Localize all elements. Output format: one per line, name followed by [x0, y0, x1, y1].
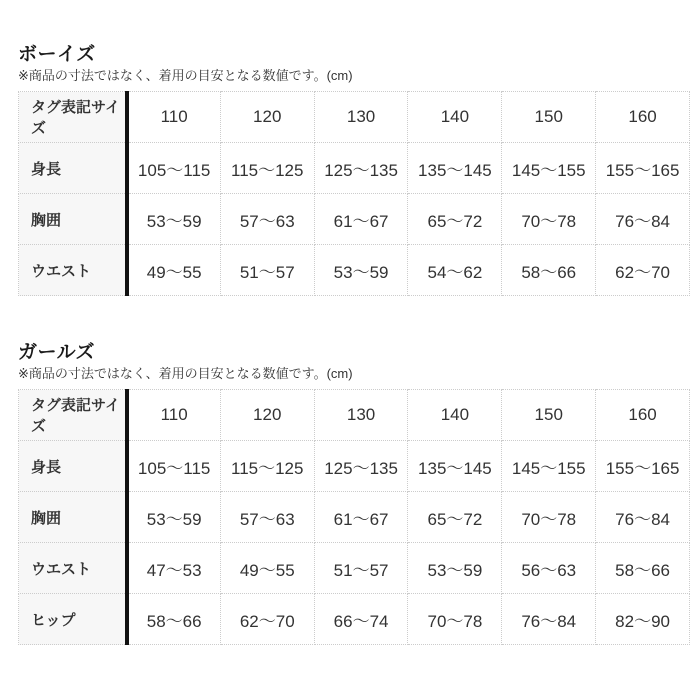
size-value-cell: 155～165 [596, 441, 690, 492]
size-value-cell: 110 [127, 92, 221, 143]
row-header-cell: ウエスト [19, 245, 127, 296]
girls-section-note: ※商品の寸法ではなく、着用の目安となる数値です。(cm) [18, 366, 353, 381]
size-value-cell: 115～125 [220, 143, 314, 194]
size-value-cell: 70～78 [408, 594, 502, 645]
size-value-cell: 140 [408, 390, 502, 441]
size-value-cell: 61～67 [314, 194, 408, 245]
table-row [19, 390, 690, 441]
table-row [19, 194, 690, 245]
size-value-cell: 82～90 [596, 594, 690, 645]
size-value-cell: 65～72 [408, 194, 502, 245]
size-value-cell: 57～63 [220, 492, 314, 543]
row-header-cell: 身長 [19, 441, 127, 492]
row-header-cell: ウエスト [19, 543, 127, 594]
table-row [19, 492, 690, 543]
size-value-cell: 125～135 [314, 143, 408, 194]
size-value-cell: 51～57 [314, 543, 408, 594]
size-value-cell: 150 [502, 92, 596, 143]
size-value-cell: 58～66 [127, 594, 221, 645]
girls-section-title: ガールズ [18, 342, 96, 363]
size-value-cell: 160 [596, 390, 690, 441]
size-value-cell: 53～59 [127, 492, 221, 543]
size-value-cell: 110 [127, 390, 221, 441]
size-value-cell: 65～72 [408, 492, 502, 543]
size-value-cell: 145～155 [502, 143, 596, 194]
table-row [19, 245, 690, 296]
size-value-cell: 51～57 [220, 245, 314, 296]
size-value-cell: 160 [596, 92, 690, 143]
size-value-cell: 115～125 [220, 441, 314, 492]
size-value-cell: 61～67 [314, 492, 408, 543]
size-value-cell: 130 [314, 390, 408, 441]
size-value-cell: 76～84 [596, 194, 690, 245]
size-value-cell: 135～145 [408, 143, 502, 194]
size-value-cell: 140 [408, 92, 502, 143]
size-value-cell: 57～63 [220, 194, 314, 245]
size-value-cell: 49～55 [127, 245, 221, 296]
row-header-cell: 胸囲 [19, 194, 127, 245]
size-value-cell: 58～66 [596, 543, 690, 594]
size-value-cell: 70～78 [502, 492, 596, 543]
boys-section-title: ボーイズ [18, 44, 96, 65]
size-value-cell: 62～70 [220, 594, 314, 645]
boys-size-section [18, 44, 690, 296]
size-value-cell: 105～115 [127, 441, 221, 492]
size-value-cell: 145～155 [502, 441, 596, 492]
size-value-cell: 70～78 [502, 194, 596, 245]
size-value-cell: 125～135 [314, 441, 408, 492]
girls-size-table [18, 389, 690, 645]
size-value-cell: 53～59 [127, 194, 221, 245]
boys-section-note: ※商品の寸法ではなく、着用の目安となる数値です。(cm) [18, 68, 353, 83]
row-header-cell: 身長 [19, 143, 127, 194]
size-value-cell: 155～165 [596, 143, 690, 194]
row-header-cell: 胸囲 [19, 492, 127, 543]
size-value-cell: 49～55 [220, 543, 314, 594]
size-value-cell: 66～74 [314, 594, 408, 645]
table-row [19, 143, 690, 194]
size-value-cell: 54～62 [408, 245, 502, 296]
row-header-cell: タグ表記サイズ [19, 92, 127, 143]
table-row [19, 543, 690, 594]
girls-size-section [18, 342, 690, 645]
size-value-cell: 120 [220, 92, 314, 143]
size-value-cell: 150 [502, 390, 596, 441]
size-value-cell: 62～70 [596, 245, 690, 296]
size-value-cell: 53～59 [314, 245, 408, 296]
size-value-cell: 47～53 [127, 543, 221, 594]
row-header-cell: ヒップ [19, 594, 127, 645]
size-value-cell: 53～59 [408, 543, 502, 594]
table-row [19, 92, 690, 143]
size-value-cell: 130 [314, 92, 408, 143]
size-value-cell: 135～145 [408, 441, 502, 492]
row-header-cell: タグ表記サイズ [19, 390, 127, 441]
boys-size-table [18, 91, 690, 296]
table-row [19, 441, 690, 492]
size-value-cell: 58～66 [502, 245, 596, 296]
size-value-cell: 76～84 [502, 594, 596, 645]
size-value-cell: 105～115 [127, 143, 221, 194]
size-value-cell: 56～63 [502, 543, 596, 594]
size-value-cell: 120 [220, 390, 314, 441]
size-value-cell: 76～84 [596, 492, 690, 543]
table-row [19, 594, 690, 645]
